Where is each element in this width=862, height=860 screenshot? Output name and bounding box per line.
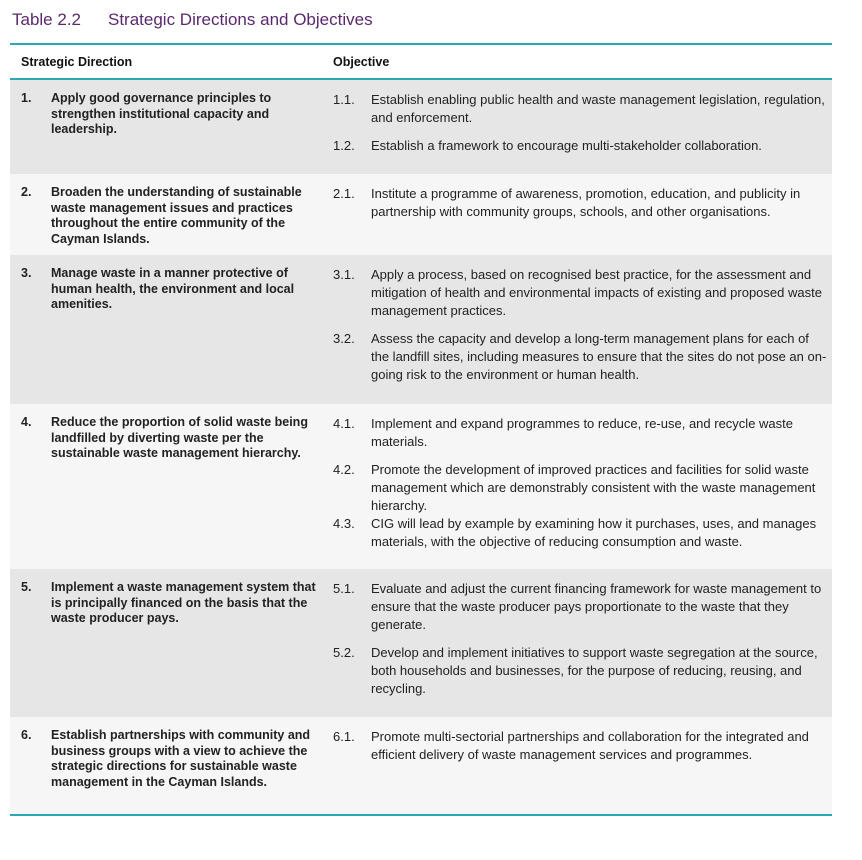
objective-text: Develop and implement initiatives to support waste segregation at the source, both households and businesses, for the purpose of reducing, reusing, and recycling. [371, 645, 818, 696]
table-row [10, 569, 832, 717]
direction-text: Establish partnerships with community and business groups with a view to achieve the strategic directions for sustainable waste management in the Cayman Islands. [51, 728, 311, 789]
strategic-direction-cell [21, 728, 321, 790]
objective-cell [333, 580, 828, 708]
direction-number: 3. [21, 266, 32, 280]
strategic-direction-cell [21, 415, 321, 462]
objective-text: Promote the development of improved practices and facilities for solid waste management which are demonstrably consistent with the waste management hierarchy. [371, 462, 816, 513]
objective-text: Assess the capacity and develop a long-term management plans for each of the landfill sites, including measures to ensure that the sites do not pose an on-going risk to the environment or human health. [371, 331, 827, 382]
strategic-direction-cell [21, 580, 321, 627]
objective-number: 5.2. [333, 645, 355, 660]
objective-text: Establish a framework to encourage multi-stakeholder collaboration. [371, 138, 762, 153]
direction-number: 2. [21, 185, 32, 199]
header-objective: Objective [333, 55, 390, 69]
strategic-direction-cell [21, 266, 321, 313]
objective-cell [333, 415, 828, 561]
table-title: Strategic Directions and Objectives [108, 10, 373, 29]
objective-item [333, 137, 828, 155]
objective-item [333, 91, 828, 127]
objective-item [333, 415, 828, 451]
table-row [10, 717, 832, 814]
objective-text: Implement and expand programmes to reduce, re-use, and recycle waste materials. [371, 416, 793, 449]
objective-number: 4.2. [333, 462, 355, 477]
objective-item [333, 330, 828, 384]
strategic-direction-cell [21, 91, 321, 138]
direction-number: 4. [21, 415, 32, 429]
table-header [10, 45, 832, 80]
objective-item [333, 728, 828, 764]
objective-item [333, 580, 828, 634]
objective-item [333, 185, 828, 221]
direction-text: Manage waste in a manner protective of human health, the environment and local amenities. [51, 266, 295, 311]
objective-text: Promote multi-sectorial partnerships and collaboration for the integrated and efficient delivery of waste management services and programmes. [371, 729, 809, 762]
direction-text: Reduce the proportion of solid waste being landfilled by diverting waste per the sustainable waste management hierarchy. [51, 415, 308, 460]
objective-item [333, 266, 828, 320]
table-number: Table 2.2 [12, 10, 81, 29]
objective-cell [333, 185, 828, 231]
objective-number: 3.2. [333, 331, 355, 346]
objective-text: Apply a process, based on recognised best practice, for the assessment and mitigation of health and environmental impacts of existing and proposed waste management practices. [371, 267, 822, 318]
table-row [10, 174, 832, 255]
direction-number: 5. [21, 580, 32, 594]
direction-number: 6. [21, 728, 32, 742]
objective-number: 6.1. [333, 729, 355, 744]
strategic-direction-cell [21, 185, 321, 247]
header-strategic-direction: Strategic Direction [21, 55, 133, 69]
objective-cell [333, 91, 828, 165]
objective-cell [333, 728, 828, 774]
strategic-directions-table [10, 43, 832, 816]
objective-text: Establish enabling public health and waste management legislation, regulation, and enforcement. [371, 92, 825, 125]
objective-item [333, 461, 828, 515]
objective-number: 1.1. [333, 92, 355, 107]
direction-text: Apply good governance principles to strengthen institutional capacity and leadership. [51, 91, 272, 136]
direction-text: Broaden the understanding of sustainable waste management issues and practices throughout the entire community of the Cayman Islands. [51, 185, 302, 246]
objective-text: Institute a programme of awareness, promotion, education, and publicity in partnership with community groups, schools, and other organisations. [371, 186, 801, 219]
objective-number: 4.3. [333, 516, 355, 531]
direction-number: 1. [21, 91, 32, 105]
objective-item [333, 515, 828, 551]
objective-number: 3.1. [333, 267, 355, 282]
table-row [10, 80, 832, 174]
objective-cell [333, 266, 828, 394]
objective-number: 5.1. [333, 581, 355, 596]
objective-number: 2.1. [333, 186, 355, 201]
objective-number: 4.1. [333, 416, 355, 431]
table-row [10, 404, 832, 569]
table-row [10, 255, 832, 404]
table-caption [12, 10, 373, 30]
objective-number: 1.2. [333, 138, 355, 153]
objective-item [333, 644, 828, 698]
objective-text: Evaluate and adjust the current financing framework for waste management to ensure that the waste producer pays proportionate to the waste that they generate. [371, 581, 822, 632]
objective-text: CIG will lead by example by examining how it purchases, uses, and manages materials, with the objective of reducing consumption and waste. [371, 516, 817, 549]
direction-text: Implement a waste management system that is principally financed on the basis that the waste producer pays. [51, 580, 316, 625]
